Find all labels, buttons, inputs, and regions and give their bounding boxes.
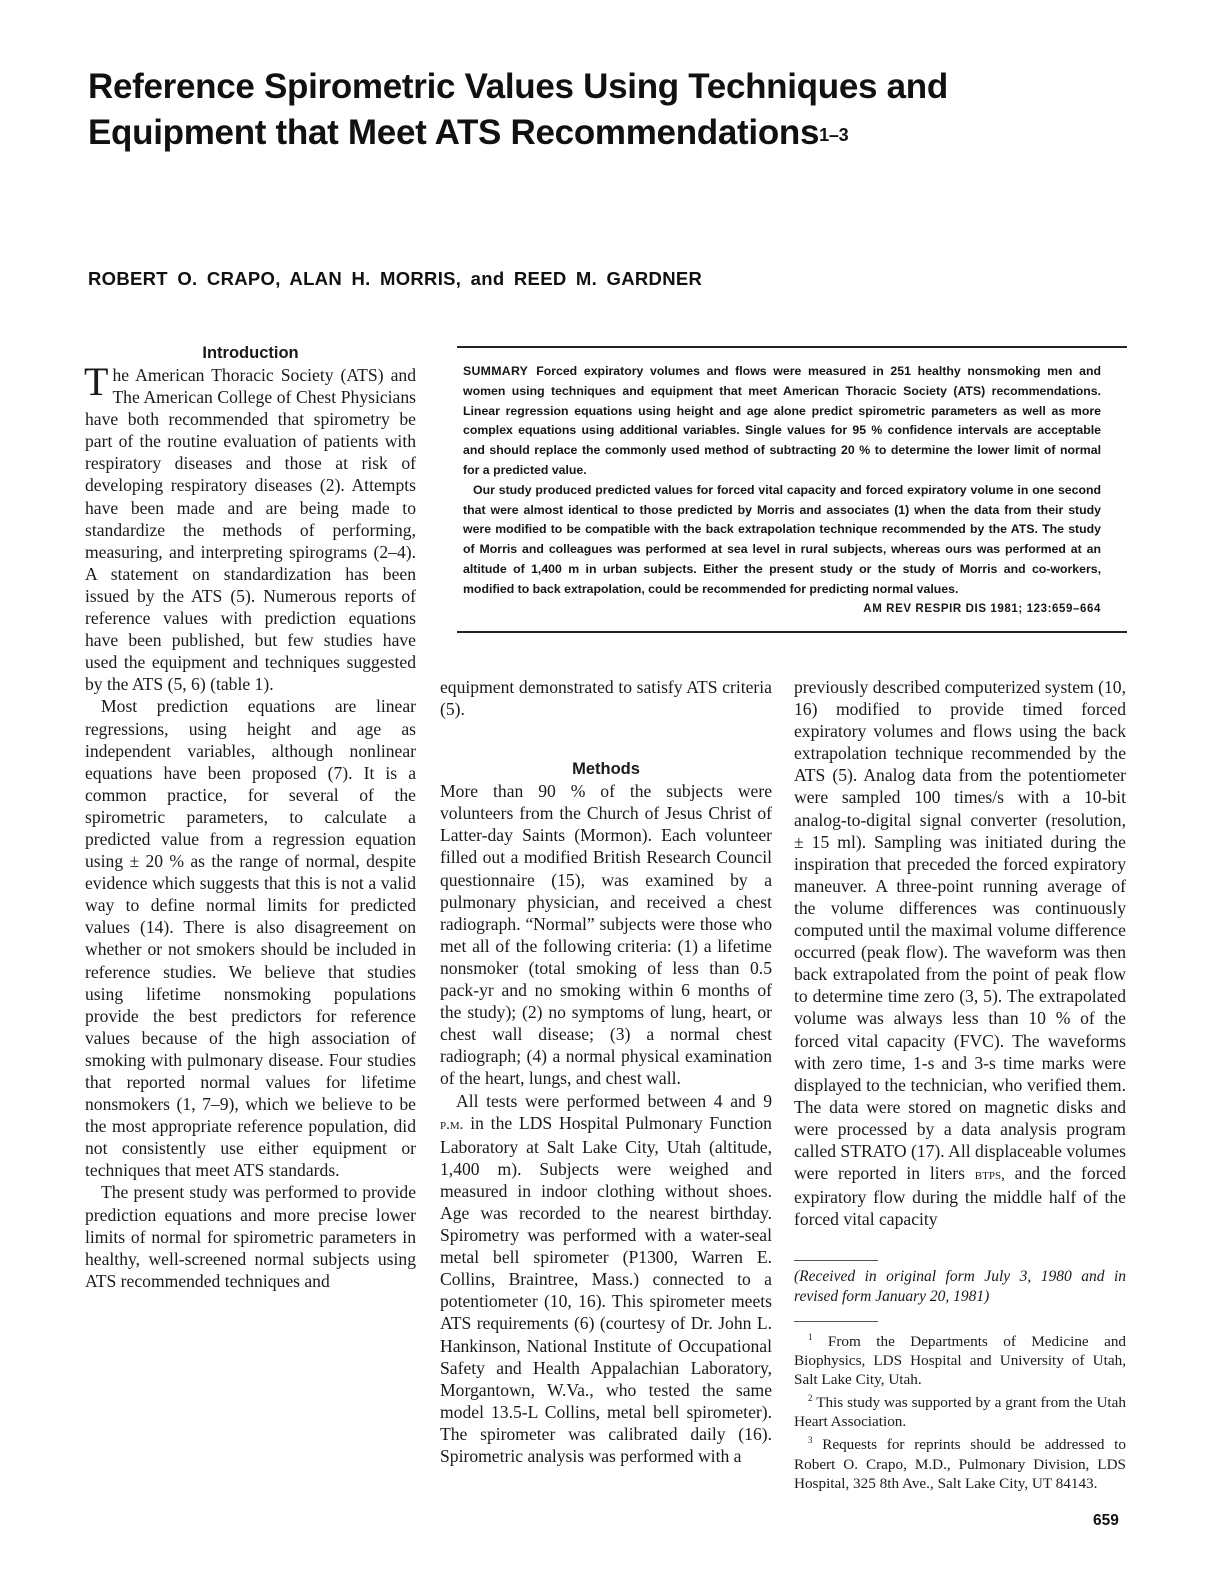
methods-paragraph-1: More than 90 % of the subjects were volunteers from the Church of Jesus Christ of Latter-day Saints (Mormon). Each volunteer filled out a modified British Research Council questionnaire (15), was examined by a pulmonary physician, and received a chest radiograph. “Normal” subjects were those who met all of the following criteria: (1) a lifetime nonsmoker (total smoking of less than 0.5 pack-yr and no smoking within 6 months of the study); (2) no symptoms of lung, heart, or chest wall disease; (3) a normal chest radiograph; (4) a normal physical examination of the heart, lungs, and chest wall. [440,781,772,1089]
summary-label: SUMMARY [463,364,529,378]
footnote-2: $^2$ This study was supported by a grant from the Utah Heart Association. [794,1393,1126,1431]
footnote-divider [794,1321,878,1322]
drop-cap: T [84,359,109,404]
title-line-1: Reference Spirometric Values Using Techniques and [88,67,948,106]
intro-paragraph-2: Most prediction equations are linear regressions, using height and age as independent variables, although nonlinear equations have been proposed (7). It is a common practice, for several of the spirometric parameters, to calculate a predicted value from a regression equation using ± 20 % as the range of normal, despite evidence which suggests that this is not a valid way to define normal limits for predicted values (14). There is also disagreement on whether or not smokers should be included in reference studies. We believe that studies using lifetime nonsmoking populations provide the best predictors for reference values because of the high association of smoking with pulmonary disease. Four studies that reported normal values for lifetime nonsmokers (1, 7–9), which we believe to be the most appropriate reference population, did not consistently use either equipment or techniques that meet ATS standards. [85,696,416,1181]
introduction-heading: Introduction [202,344,299,362]
summary-paragraph-1: SUMMARY Forced expiratory volumes and flows were measured in 251 healthy nonsmoking men and women using techniques and equipment that meet American Thoracic Society (ATS) recommendations. Linear regression equations using height and age alone predict spirometric parameters as well as more complex equations using additional variables. Single values for 95 % confidence intervals are acceptable and should replace the commonly used method of subtracting 20 % to determine the lower limit of normal for a predicted value. [463,364,1101,477]
journal-citation: AM REV RESPIR DIS 1981; 123:659–664 [863,602,1101,615]
title-line-2: Equipment that Meet ATS Recommendations [88,113,820,152]
title-footnote-marker: 1–3 [819,125,849,145]
footnotes [794,1328,1126,1492]
received-dates: (Received in original form July 3, 1980 and in revised form January 20, 1981) [794,1268,1126,1306]
intro-paragraph-1: The American Thoracic Society (ATS) and The American College of Chest Physicians have both recommended that spirometry be part of the routine evaluation of patients with respiratory diseases and those at risk of developing respiratory diseases (2). Attempts have been made and are being made to standardize the methods of performing, measuring, and interpreting spirograms (2–4). A statement on standardization has been issued by the ATS (5). Numerous reports of reference values with prediction equations have been published, but few studies have used the equipment and techniques suggested by the ATS (5, 6) (table 1). [84,359,416,695]
summary-abstract [457,346,1127,633]
column-2 [440,676,772,1467]
footnote-1: $^1$ From the Departments of Medicine and Biophysics, LDS Hospital and University of Utah, Salt Lake City, Utah. [794,1332,1127,1389]
footnote-3: $^3$ Requests for reprints should be addressed to Robert O. Crapo, M.D., Pulmonary Division, LDS Hospital, 325 8th Ave., Salt Lake City, UT 84143. [794,1435,1126,1492]
summary-paragraph-2: Our study produced predicted values for forced vital capacity and forced expiratory volume in one second that were almost identical to those predicted by Morris and associates (1) when the data from their study were modified to be compatible with the back extrapolation technique recommended by the ATS. The study of Morris and colleagues was performed at sea level in rural subjects, whereas ours was performed at an altitude of 1,400 m in urban subjects. Either the present study or the study of Morris and co-workers, modified to back extrapolation, could be recommended for predicting normal values. AM REV RESPIR DIS 1981; 123:659–664 [463,481,1101,600]
article-title [88,64,1048,156]
footnote-divider [794,1260,878,1261]
methods-paragraph-2: All tests were performed between 4 and 9 p.m. in the LDS Hospital Pulmonary Function Laboratory at Salt Lake City, Utah (altitude, 1,400 m). Subjects were weighed and measured in indoor clothing without shoes. Age was recorded to the nearest birthday. Spirometry was performed with a water-seal metal bell spirometer (P1300, Warren E. Collins, Braintree, Mass.) connected to a potentiometer (10, 16). This spirometer meets ATS requirements (6) (courtesy of Dr. John L. Hankinson, National Institute of Occupational Safety and Health Appalachian Laboratory, Morgantown, W.Va., who tested the same model 13.5-L Collins, metal bell spirometer). The spirometer was calibrated daily (16). Spirometric analysis was performed with a [440,1090,772,1466]
methods-paragraph-2-continued: previously described computerized system (10, 16) modified to provide timed forced expiratory volumes and flows using the back extrapolation technique recommended by the ATS (5). Analog data from the potentiometer were sampled 100 times/s with a 10-bit analog-to-digital signal converter (resolution, ± 15 ml). Sampling was initiated during the inspiration that preceded the forced expiratory maneuver. A three-point running average of the volume differences was continuously computed until the maximal volume difference occurred (peak flow). The waveform was then back extrapolated from the point of peak flow to determine time zero (3, 5). The extrapolated volume was always less than 10 % of the forced vital capacity (FVC). The waveforms with zero time, 1-s and 3-s time marks were displayed to the technician, who verified them. The data were stored on magnetic disks and were processed by a data analysis program called STRATO (17). All displaceable volumes were reported in liters btps, and the forced expiratory flow during the middle half of the forced vital capacity [794,677,1126,1230]
page-number: 659 [1093,1512,1119,1529]
author-list: ROBERT O. CRAPO, ALAN H. MORRIS, and REED M. GARDNER [88,268,703,289]
column-1 [85,342,416,1292]
column-3 [794,676,1126,1493]
intro-paragraph-3-continued: equipment demonstrated to satisfy ATS criteria (5). [440,677,772,720]
methods-heading: Methods [572,760,640,779]
intro-paragraph-3: The present study was performed to provide prediction equations and more precise lower limits of normal for spirometric parameters in healthy, well-screened normal subjects using ATS recommended techniques and [85,1182,416,1291]
